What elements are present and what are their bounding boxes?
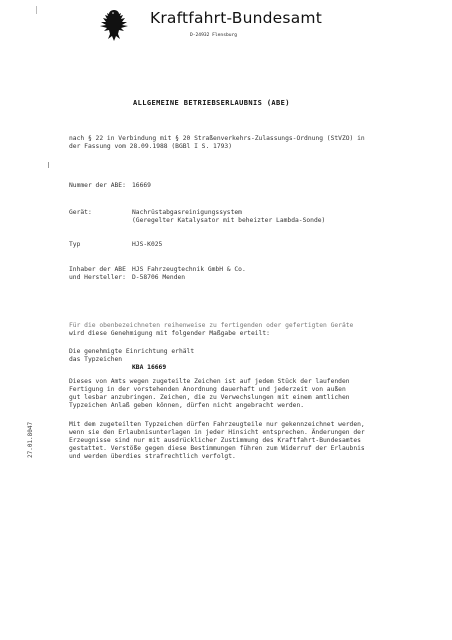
scan-mark xyxy=(48,162,49,168)
holder-label: und Hersteller: xyxy=(69,274,126,281)
test-mark-intro: Die genehmigte Einrichtung erhält xyxy=(69,348,195,355)
device-label: Gerät: xyxy=(69,209,92,216)
device-value: Nachrüstabgasreinigungssystem xyxy=(132,209,242,216)
marking-paragraph-line: Fertigung in der vorstehenden Anordnung dauerhaft und jederzeit von außen xyxy=(69,386,346,393)
conditions-paragraph-line: Erzeugnisse sind nur mit ausdrücklicher Zustimmung des Kraftfahrt-Bundesamtes xyxy=(69,437,361,444)
permission-text-line: wird diese Genehmigung mit folgender Maßgabe erteilt: xyxy=(69,330,270,337)
authority-name: Kraftfahrt-Bundesamt xyxy=(150,9,322,27)
scan-mark xyxy=(36,6,37,14)
conditions-paragraph-line: Mit dem zugeteilten Typzeichen dürfen Fahrzeugteile nur gekennzeichnet werden, xyxy=(69,421,365,428)
type-value: HJS-K025 xyxy=(132,241,163,248)
holder-label: Inhaber der ABE xyxy=(69,266,126,273)
test-mark-intro: das Typzeichen xyxy=(69,356,123,363)
marking-paragraph-line: gut lesbar anzubringen. Zeichen, die zu Verwechslungen mit einem amtlichen xyxy=(69,394,350,401)
document-title: ALLGEMEINE BETRIEBSERLAUBNIS (ABE) xyxy=(133,99,290,107)
marking-paragraph-line: Typzeichen Anlaß geben können, dürfen nicht angebracht werden. xyxy=(69,402,305,409)
legal-basis-line: nach § 22 in Verbindung mit § 20 Straßenverkehrs-Zulassungs-Ordnung (StVZO) in xyxy=(69,135,365,142)
type-label: Typ xyxy=(69,241,81,248)
device-value-detail: (Geregelter Katalysator mit beheizter Lambda-Sonde) xyxy=(132,217,326,224)
conditions-paragraph-line: und werden überdies strafrechtlich verfolgt. xyxy=(69,453,236,460)
federal-eagle-logo xyxy=(96,6,132,44)
holder-name: HJS Fahrzeugtechnik GmbH & Co. xyxy=(132,266,246,273)
document-side-code: 27.01.8047 xyxy=(27,421,34,458)
legal-basis-line: der Fassung vom 28.09.1988 (BGBl I S. 1793) xyxy=(69,143,233,150)
test-mark: KBA 16669 xyxy=(132,364,167,371)
permission-text-line: Für die obenbezeichneten reihenweise zu fertigenden oder gefertigten Geräte xyxy=(69,322,354,329)
abe-number-label: Nummer der ABE: xyxy=(69,182,126,189)
conditions-paragraph-line: gestattet. Verstöße gegen diese Bestimmungen führen zum Widerruf der Erlaubnis xyxy=(69,445,365,452)
conditions-paragraph-line: wenn sie den Erlaubnisunterlagen in jeder Hinsicht entsprechen. Änderungen der xyxy=(69,429,365,436)
marking-paragraph-line: Dieses von Amts wegen zugeteilte Zeichen ist auf jedem Stück der laufenden xyxy=(69,378,350,385)
authority-address: D-24932 Flensburg xyxy=(190,33,238,38)
abe-number-value: 16669 xyxy=(132,182,151,189)
holder-address: D-58706 Menden xyxy=(132,274,186,281)
